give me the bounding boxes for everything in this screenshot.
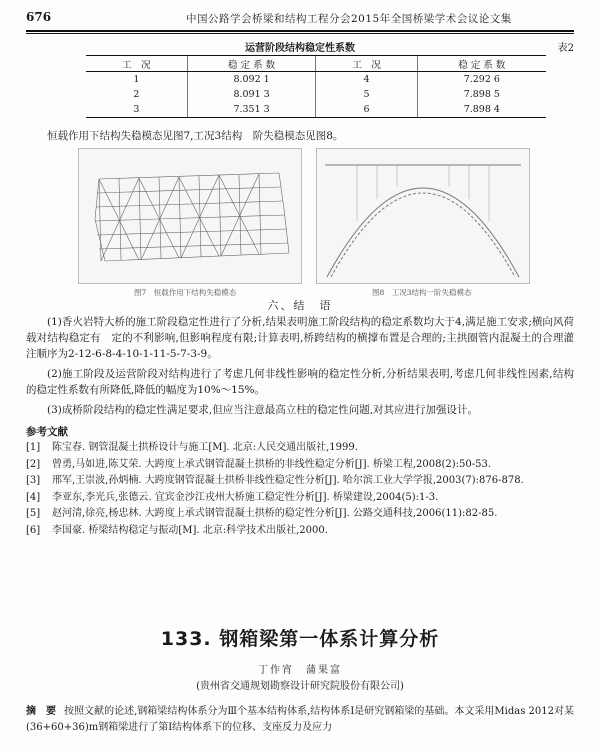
table-caption	[26, 39, 574, 53]
table-header-row	[86, 56, 546, 72]
references-list	[26, 441, 574, 540]
table-cell: 3	[86, 102, 187, 118]
header-cell: 稳 定 系 数	[417, 56, 546, 72]
table-cell: 1	[133, 74, 140, 85]
table-cell: 2	[133, 89, 140, 100]
conclusion-2: (2)施工阶段及运营阶段对结构进行了考虑几何非线性影响的稳定性分析,分析结果表明,考虑几何非线性因素,结构的稳定性系数有所降低,降低的幅度为10%～15%。	[26, 368, 574, 396]
reference-text: 曾勇,马如进,陈艾荣. 大跨度上承式钢管混凝土拱桥的非线性稳定分析[J]. 桥梁工程,2008(2):50-53.	[52, 458, 492, 470]
bridge-mesh-diagram	[79, 149, 301, 283]
section-heading: 六、结 语	[267, 299, 333, 312]
article-title: 133. 钢箱梁第一体系计算分析	[160, 628, 440, 650]
reference-item	[26, 507, 574, 522]
table-cell: 5	[316, 87, 417, 102]
table-cell: 6	[316, 102, 417, 118]
article-authors: 丁作宵 蒲果富	[258, 665, 342, 676]
page-number: 676	[26, 10, 52, 24]
figure-reference-paragraph: 恒载作用下结构失稳模态见图7,工况3结构 阶失稳模态见图8。	[47, 130, 344, 142]
table-title: 运营阶段结构稳定性系数	[245, 43, 355, 54]
conclusion-1: (1)香火岩特大桥的施工阶段稳定性进行了分析,结果表明施工阶段结构的稳定系数均大于4,满足施工安求;横向风荷载对结构稳定有 定的不利影响,但影响程度有限;计算表明,桥跨结构的横撑布置是合理的;主拱圈管内混凝土的合理灌注顺序为2-12-6-8-4-10-1-11-5-7-3-9。	[26, 316, 574, 360]
abstract-label: 摘 要	[26, 706, 57, 717]
reference-item	[26, 524, 574, 539]
reference-item	[26, 458, 574, 473]
reference-item	[26, 441, 574, 456]
table-cell: 7.292 6	[417, 72, 546, 88]
header-rule-thin	[26, 33, 574, 34]
table-row	[86, 72, 546, 88]
reference-number: [3]	[26, 475, 41, 486]
reference-number: [5]	[26, 508, 41, 519]
table-row	[86, 87, 546, 102]
table-cell: 7.351 3	[187, 102, 316, 118]
abstract	[26, 704, 574, 736]
article-affiliation: (贵州省交通规划勘察设计研究院股份有限公司)	[196, 681, 404, 692]
conclusion-3: (3)成桥阶段结构的稳定性满足要求,但应当注意最高立柱的稳定性问题,对其应进行加强设计。	[47, 404, 479, 416]
reference-item	[26, 491, 574, 506]
reference-number: [2]	[26, 458, 41, 470]
table-number: 表2	[557, 43, 574, 54]
header-cell: 工 况	[86, 56, 187, 72]
table-cell: 8.092 1	[187, 72, 316, 88]
running-title: 中国公路学会桥梁和结构工程分会2015年全国桥梁学术会议论文集	[186, 13, 512, 25]
table-cell: 8.091 3	[187, 87, 316, 102]
figure-7	[78, 148, 302, 284]
header-rule	[26, 30, 574, 32]
reference-number: [4]	[26, 491, 41, 503]
reference-text: 李国豪. 桥梁结构稳定与振动[M]. 北京:科学技术出版社,2000.	[52, 524, 328, 536]
table-cell: 4	[316, 72, 417, 88]
table-cell: 7.898 5	[417, 87, 546, 102]
figure-8-caption: 图8 工况3结构一阶失稳模态	[372, 288, 472, 297]
reference-text: 李亚东,李光兵,张德云. 宜宾金沙江戎州大桥施工稳定性分析[J]. 桥梁建设,2004(5):1-3.	[52, 491, 439, 503]
reference-text: 陈宝春. 钢管混凝土拱桥设计与施工[M]. 北京:人民交通出版社,1999.	[52, 442, 358, 453]
figure-8	[316, 148, 530, 284]
reference-text: 邢军,王崇波,孙炳楠. 大跨度钢管混凝土拱桥非线性稳定性分析[J]. 哈尔滨工业大学学报,2003(7):876-878.	[52, 475, 524, 486]
figure-7-caption: 图7 恒载作用下结构失稳模态	[134, 288, 237, 297]
reference-item	[26, 474, 574, 489]
reference-text: 赵河清,徐亮,杨忠林. 大跨度上承式钢管混凝土拱桥的稳定性分析[J]. 公路交通科技,2006(11):82-85.	[52, 508, 498, 519]
arch-mode-diagram	[317, 149, 529, 283]
stability-table	[86, 55, 546, 118]
table-cell: 7.898 4	[417, 102, 546, 118]
reference-number: [6]	[26, 524, 41, 536]
header-cell: 稳 定 系 数	[187, 56, 316, 72]
abstract-text: 按照文献的论述,钢箱梁结构体系分为Ⅲ个基本结构体系,结构体系Ⅰ是研究钢箱梁的基础。本文采用Midas 2012对某(36+60+36)m钢箱梁进行了第Ⅰ结构体系下的位移、支座反力及应力	[26, 706, 574, 733]
reference-number: [1]	[26, 442, 41, 453]
header-cell: 工 况	[316, 56, 417, 72]
references-heading: 参考文献	[26, 426, 68, 438]
running-header	[26, 10, 574, 28]
table-row	[86, 102, 546, 118]
